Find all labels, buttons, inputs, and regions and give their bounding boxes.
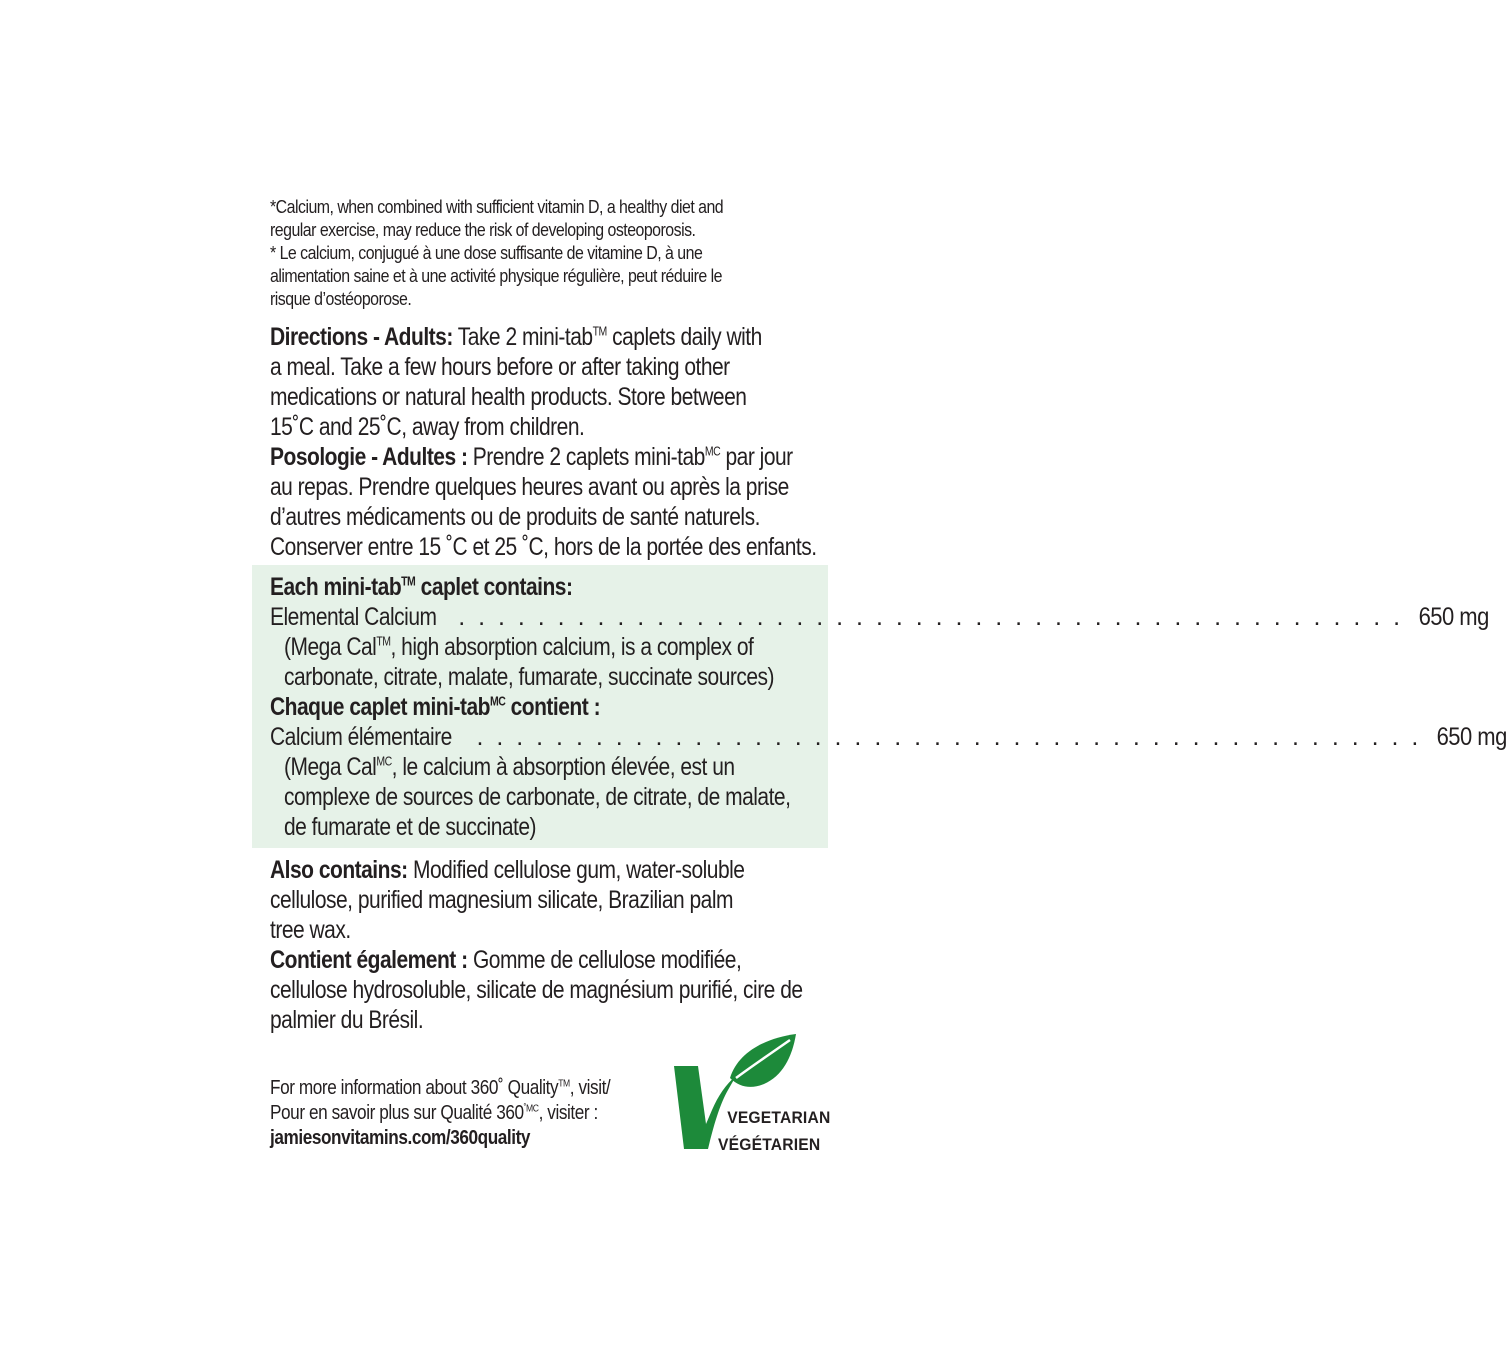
directions-fr-heading: Posologie - Adultes : <box>270 443 468 471</box>
also-en-heading: Also contains: <box>270 856 408 884</box>
ingredient-amount: 650 mg <box>1418 603 1489 631</box>
also-en-line: tree wax. <box>270 916 351 944</box>
ingredient-note-en: (Mega Cal™, high absorption calcium, is a complex of <box>284 633 754 661</box>
directions-en-line: medications or natural health products. Store between <box>270 383 747 411</box>
vegetarian-en: VEGETARIAN <box>727 1108 831 1127</box>
claim-line: *Calcium, when combined with sufficient vitamin D, a healthy diet and <box>270 196 724 217</box>
ingredient-amount: 650 mg <box>1436 723 1507 751</box>
ingredient-note-fr: de fumarate et de succinate) <box>284 813 537 841</box>
directions-fr-line: Conserver entre 15 ˚C et 25 ˚C, hors de la portée des enfants. <box>270 533 817 561</box>
ingredient-note-fr: complexe de sources de carbonate, de citrate, de malate, <box>284 783 791 811</box>
also-fr-line: Contient également : Gomme de cellulose modifiée, <box>270 946 742 974</box>
claim-line: * Le calcium, conjugué à une dose suffisante de vitamine D, à une <box>270 242 703 263</box>
ingredient-row-fr <box>270 722 1507 752</box>
ingredient-name: Elemental Calcium <box>270 603 437 631</box>
directions-fr-line: Posologie - Adultes : Prendre 2 caplets mini-tab$^{MC}$ par jour <box>270 443 793 471</box>
ingredient-note-en: carbonate, citrate, malate, fumarate, succinate sources) <box>284 663 775 691</box>
directions-fr-line: d’autres médicaments ou de produits de santé naturels. <box>270 503 760 531</box>
also-en-line: cellulose, purified magnesium silicate, Brazilian palm <box>270 886 734 914</box>
directions-en-line: Directions - Adults: Take 2 mini-tab™ caplets daily with <box>270 323 762 351</box>
claim-line: risque d’ostéoporose. <box>270 288 412 309</box>
ingredients-fr-heading: Chaque caplet mini-tab$^{MC}$ contient : <box>270 693 601 721</box>
leader-dots: . . . . . . . . . . . . . . . . . . . . . . . . . . . . . . . . . . . . . . . . . . . . . . . . <box>476 723 1422 751</box>
also-fr-line: cellulose hydrosoluble, silicate de magnésium purifié, cire de <box>270 976 803 1004</box>
directions-en-line: 15˚C and 25˚C, away from children. <box>270 413 585 441</box>
directions-fr-line: au repas. Prendre quelques heures avant ou après la prise <box>270 473 789 501</box>
also-fr-line: palmier du Brésil. <box>270 1006 424 1034</box>
directions-section <box>270 322 830 562</box>
leader-dots: . . . . . . . . . . . . . . . . . . . . . . . . . . . . . . . . . . . . . . . . . . . . . . . . <box>458 603 1404 631</box>
claim-line: regular exercise, may reduce the risk of developing osteoporosis. <box>270 219 696 240</box>
health-claim <box>270 195 830 310</box>
ingredient-note-fr: (Mega Cal$^{MC}$, le calcium à absorption élevée, est un <box>284 753 735 781</box>
claim-line: alimentation saine et à une activité physique régulière, peut réduire le <box>270 265 722 286</box>
ingredient-name: Calcium élémentaire <box>270 723 452 751</box>
directions-en-line: a meal. Take a few hours before or after taking other <box>270 353 730 381</box>
quality-info-fr: Pour en savoir plus sur Qualité $360^{˚MC}$, visiter : <box>270 1102 598 1124</box>
ingredients-panel <box>270 572 1507 842</box>
label-panel <box>270 195 830 562</box>
also-fr-heading: Contient également : <box>270 946 468 974</box>
quality-info <box>270 1076 666 1151</box>
other-ingredients-section <box>270 855 830 1035</box>
directions-en-heading: Directions - Adults: <box>270 323 453 351</box>
quality-info-en: For more information about 360˚ Quality™, visit/ <box>270 1077 611 1099</box>
vegetarian-fr: VÉGÉTARIEN <box>718 1135 821 1154</box>
quality-url-link[interactable]: jamiesonvitamins.com/360quality <box>270 1127 531 1149</box>
vegetarian-badge-text <box>718 1104 840 1158</box>
also-en-line: Also contains: Modified cellulose gum, water-soluble <box>270 856 745 884</box>
ingredients-en-heading: Each mini-tab™ caplet contains: <box>270 573 573 601</box>
ingredient-row-en <box>270 602 1489 632</box>
